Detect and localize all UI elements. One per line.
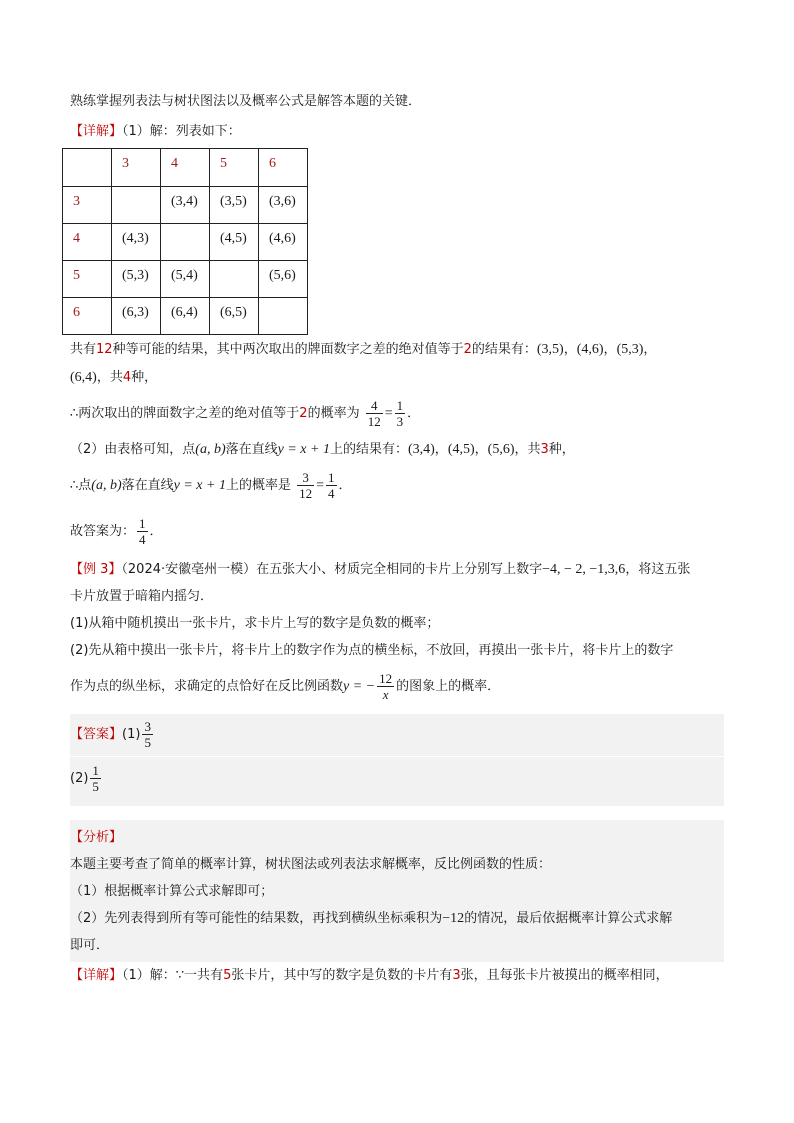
number: 4 [122,370,132,385]
number: 2 [463,342,472,357]
numerator: 12 [379,671,393,686]
text-span: 种等可能的结果，其中两次取出的牌面数字之差的绝对值等于 [112,342,464,357]
table-row [63,224,308,261]
analysis-line-4: 即可． [70,938,110,953]
detail-tag: 【详解】 [70,124,123,139]
answer-divider [70,756,724,757]
number: −12 [442,911,465,926]
result-pair: (4,5) [447,442,475,457]
text-span: 上的概率是 [225,478,291,493]
table-cell: (3,6) [259,187,308,224]
denominator: 3 [396,414,404,429]
detail-text: （1）解：列表如下： [122,124,241,139]
fraction [142,719,153,750]
denominator: 5 [92,779,99,794]
table-row [63,261,308,298]
text-span: ，将这五张 [625,562,691,577]
table-cell: (4,6) [259,224,308,261]
fraction [366,398,383,429]
table-cell: (6,3) [112,298,161,335]
number: 3 [452,968,461,983]
detail-2-line [70,966,669,986]
text-span: (2) [70,771,89,786]
answer-1 [70,718,155,752]
analysis-line-3 [70,909,672,929]
fraction [377,671,394,702]
text-span: ． [407,406,421,421]
text-span: 故答案为： [70,524,136,539]
question-2-continued [70,670,500,704]
denominator: x [382,687,389,702]
text-span: （2）先列表得到所有等可能性的结果数，再找到横纵坐标乘积为 [70,911,443,926]
numerator: 1 [328,470,335,485]
denominator: 4 [139,532,146,547]
probability-line-1 [70,397,420,431]
detail-heading [70,122,241,142]
question-2: (2)先从箱中摸出一张卡片，将卡片上的数字作为点的横坐标，不放回，再摸出一张卡片，将卡片上的数字 [70,643,674,658]
text-span: 上的结果有： [329,442,408,457]
denominator: 12 [299,486,313,501]
table-cell: (5,3) [112,261,161,298]
fraction [137,516,148,547]
text-span: (1) [122,727,141,742]
table-row [63,187,308,224]
text-span: ∴两次取出的牌面数字之差的绝对值等于 [70,406,300,421]
analysis-line-1: 本题主要考查了简单的概率计算，树状图法或列表法求解概率，反比例函数的性质： [70,857,552,872]
text-span: ，共 [514,442,541,457]
intro-text: 熟练掌握列表法与树状图法以及概率公式是解答本题的关键． [70,94,422,109]
numerator: 1 [92,763,99,778]
text-span: ， [434,442,448,457]
text-span: ， [643,342,657,357]
analysis-label: 【分析】 [70,830,123,845]
text-span: ． [338,478,352,493]
text-span: ， [603,342,617,357]
text-span: （2024·安徽亳州一模）在五张大小、材质完全相同的卡片上分别写上数字 [121,562,543,577]
result-pair: (6,4) [70,370,97,385]
numerator: 3 [144,719,151,734]
fraction [90,763,101,794]
text-span: 张卡片，其中写的数字是负数的卡片有 [231,968,453,983]
table-header-row [63,149,308,187]
point-expression: (a, b) [91,478,122,493]
numerator: 3 [297,470,314,486]
answer-2 [70,762,103,796]
detail-tag: 【详解】 [70,968,123,983]
text-span: 的概率为 [307,406,360,421]
line-equation: y = x + 1 [173,478,226,493]
line-equation: y = x + 1 [277,442,330,457]
example-3-line-2: 卡片放置于暗箱内摇匀． [70,589,214,604]
number: 3 [540,442,549,457]
table-cell: (4,5) [210,224,259,261]
analysis-line-2: （1）根据概率计算公式求解即可； [70,884,274,899]
fraction [395,398,406,429]
table-cell [259,298,308,335]
answer-tag: 【答案】 [70,727,123,742]
number: 12 [96,342,113,357]
table-cell: (3,4) [161,187,210,224]
answer-line [70,515,163,549]
text-span: 作为点的纵坐标，求确定的点恰好在反比例函数 [70,679,344,694]
text-span: ， [563,342,577,357]
text-span: 共有 [70,342,97,357]
numerator: 4 [366,398,383,414]
text-span: ，共 [96,370,123,385]
result-pair: (5,6) [487,442,515,457]
denominator: 4 [328,486,335,501]
result-pair: (3,5) [536,342,564,357]
numerator: 1 [396,398,404,413]
outcome-table [62,148,308,335]
text-span: 的情况，最后依据概率计算公式求解 [464,911,673,926]
table-cell: 5 [63,261,112,298]
results-line [70,340,656,360]
point-expression: (a, b) [195,442,226,457]
table-cell: 5 [210,149,259,187]
function-lhs: y = − [343,679,376,694]
answer-box [70,714,724,806]
table-cell: 4 [63,224,112,261]
table-cell: 6 [63,298,112,335]
table-cell: 3 [112,149,161,187]
table-cell [161,224,210,261]
table-cell: 4 [161,149,210,187]
fraction [326,470,337,501]
text-span: 种， [131,370,158,385]
number-list: −4, − 2, −1,3,6 [542,562,626,577]
text-span: 种， [548,442,575,457]
table-cell: (4,3) [112,224,161,261]
table-cell [210,261,259,298]
text-span: （1）解：∵一共有 [122,968,224,983]
example-tag: 【例 3】 [70,562,122,577]
results-line-2 [70,368,157,388]
result-pair: (5,3) [616,342,644,357]
numerator: 1 [139,516,146,531]
table-cell [63,149,112,187]
denominator: 5 [144,735,151,750]
text-span: 落在直线 [121,478,174,493]
result-pair: (4,6) [576,342,604,357]
result-pair: (3,4) [407,442,435,457]
text-span: 的图象上的概率． [396,679,501,694]
question-1: (1)从箱中随机摸出一张卡片，求卡片上写的数字是负数的概率； [70,616,440,631]
text-span: 落在直线 [225,442,278,457]
number: 5 [223,968,232,983]
equals-sign: = [316,478,325,493]
part2-line [70,440,575,460]
text-span: 张，且每张卡片被摸出的概率相同， [460,968,669,983]
analysis-tag [70,828,122,848]
probability-line-2 [70,469,352,503]
equals-sign: = [384,406,393,421]
table-row [63,298,308,335]
table-cell: (6,4) [161,298,210,335]
text-span: ． [149,524,163,539]
table-cell: (5,4) [161,261,210,298]
table-cell: (6,5) [210,298,259,335]
text-span: ， [474,442,488,457]
table-cell [112,187,161,224]
table-cell: 6 [259,149,308,187]
table-cell: (5,6) [259,261,308,298]
table-cell: (3,5) [210,187,259,224]
text-span: 的结果有： [471,342,537,357]
number: 2 [299,406,308,421]
text-span: （2）由表格可知，点 [70,442,196,457]
example-3-line-1 [70,560,690,580]
denominator: 12 [367,414,381,429]
fraction [297,470,314,501]
table-cell: 3 [63,187,112,224]
text-span: ∴点 [70,478,92,493]
